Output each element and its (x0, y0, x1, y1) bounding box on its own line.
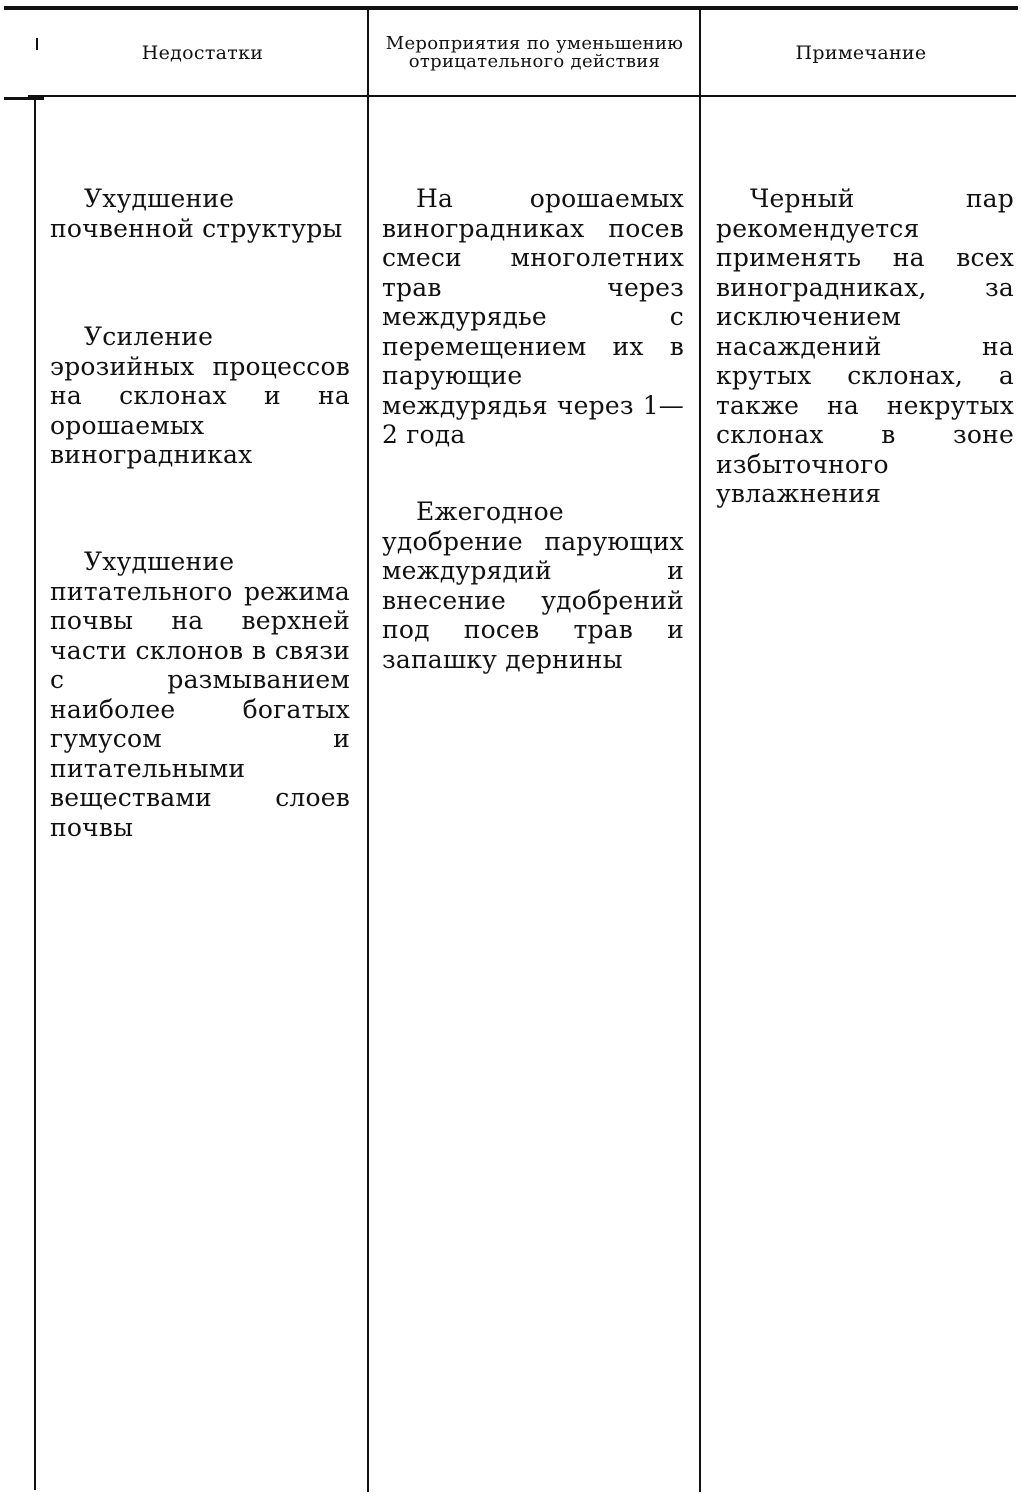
measure-fertilization: Ежегодное удобрение парующих междурядий и внесение удобрений под посев трав и запашку дернины (382, 497, 684, 674)
header-note: Примечание (795, 41, 927, 64)
shortcoming-nutrient-regime: Ухудшение питательного режима почвы на верхней части склонов в связи с размыванием наиболее богатых гумусом и питательными веществами слоев почвы (50, 547, 350, 842)
header-rule (28, 95, 1016, 97)
header-shortcomings: Недостатки (141, 41, 264, 64)
column-divider-left (34, 100, 36, 1490)
top-rule (4, 6, 1018, 10)
column-divider-1 (367, 10, 369, 1492)
column-divider-left-top (36, 38, 38, 50)
note-black-fallow: Черный пар рекомендуется применять на всех виноградниках, за исключением насаждений на крутых склонах, а также на некрутых склонах в зоне избыточного увлажнения (716, 184, 1014, 508)
shortcoming-erosion: Усиление эрозийных процессов на склонах и на орошаемых виноградниках (50, 322, 350, 469)
header-rule-stub (4, 97, 44, 100)
header-measures: Мероприятия по уменьшению отрицательного действия (385, 33, 684, 72)
shortcoming-soil-structure: Ухудшение почвенной структуры (50, 184, 343, 243)
column-divider-2 (699, 10, 701, 1492)
measure-grass-sowing: На орошаемых виноградниках посев смеси многолетних трав через междурядье с перемещением их в парующие междурядья через 1—2 года (382, 184, 684, 449)
